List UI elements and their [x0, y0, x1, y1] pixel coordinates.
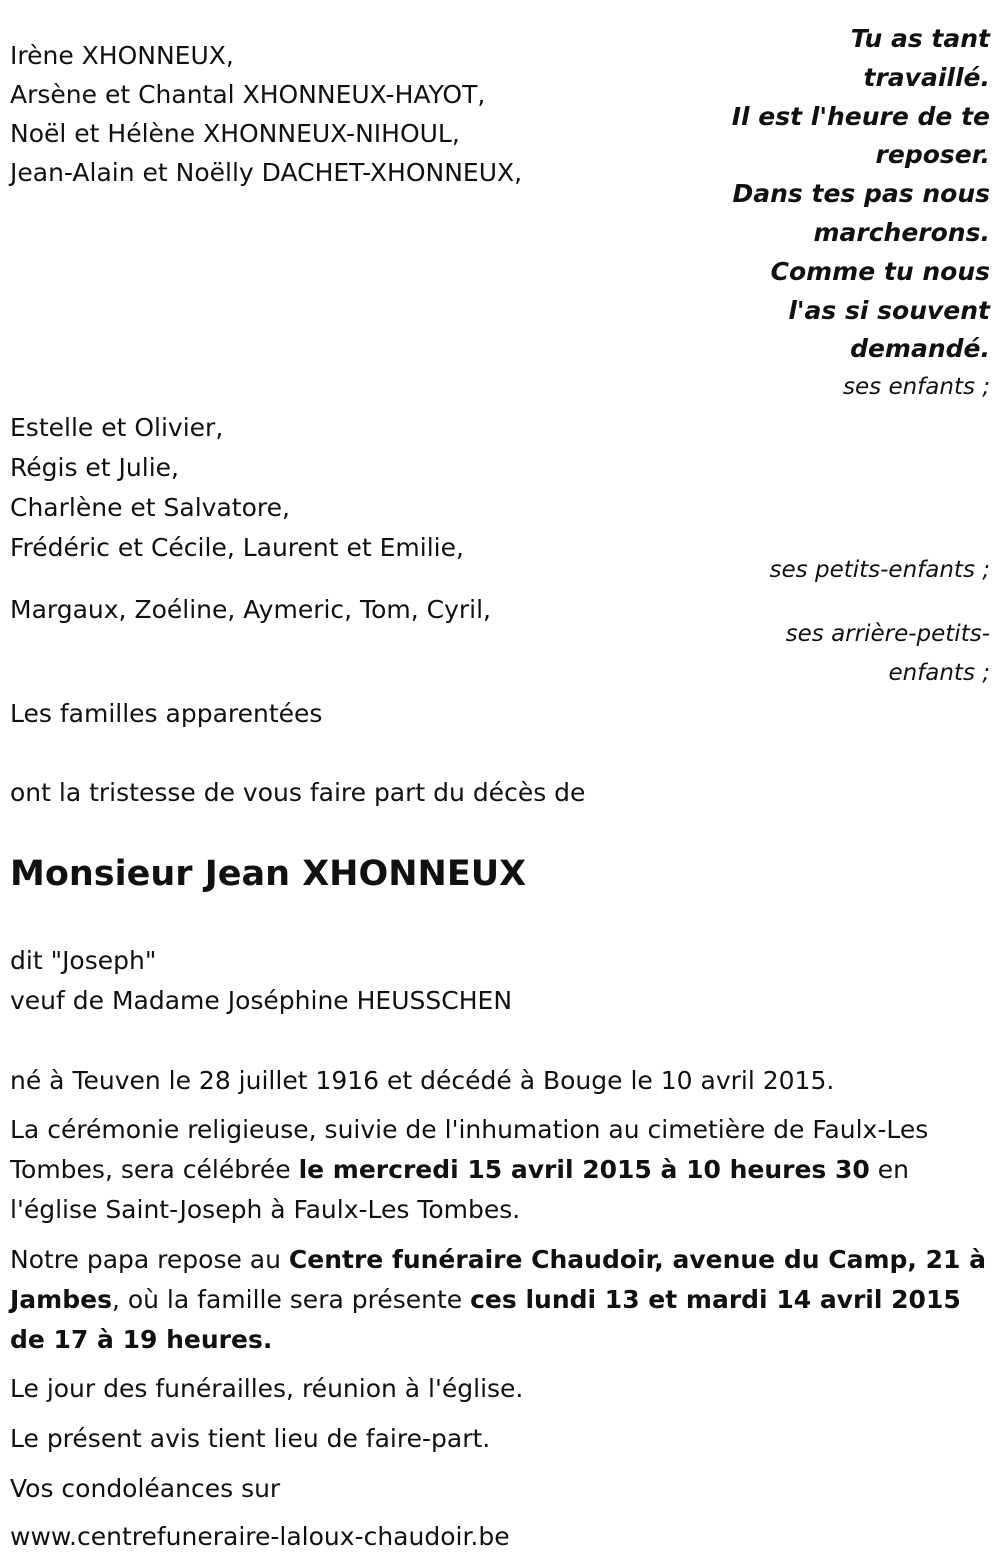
poem-line: travaillé.	[863, 62, 990, 92]
announcement-text: ont la tristesse de vous faire part du décès de	[10, 778, 586, 807]
poem-line: l'as si souvent	[788, 295, 990, 325]
ceremony-info	[10, 1110, 990, 1230]
poem-line: marcherons.	[813, 217, 990, 247]
role-grandchildren: ses petits-enfants ;	[769, 557, 990, 583]
child-name: Irène XHONNEUX,	[10, 41, 234, 70]
ceremony-text: en l'église Saint-Joseph à Faulx-Les Tombes.	[10, 1155, 909, 1224]
related-families: Les familles apparentées	[10, 699, 323, 728]
visitation-times: ces lundi 13 et mardi 14 avril 2015 de 17 à 19 heures.	[10, 1285, 961, 1354]
deceased-name: Monsieur Jean XHONNEUX	[10, 854, 527, 894]
grandchild-name: Régis et Julie,	[10, 453, 179, 482]
role-children: ses enfants ;	[843, 374, 990, 400]
poem	[732, 20, 990, 369]
child-name: Jean-Alain et Noëlly DACHET-XHONNEUX,	[10, 158, 523, 187]
nickname: dit "Joseph"	[10, 946, 157, 975]
grandchild-name: Frédéric et Cécile, Laurent et Emilie,	[10, 533, 464, 562]
grandchildren-list	[10, 408, 464, 568]
poem-line: demandé.	[850, 334, 990, 364]
website-link[interactable]: www.centrefuneraire-laloux-chaudoir.be	[10, 1522, 510, 1551]
rest-info	[10, 1240, 990, 1360]
grandchild-name: Estelle et Olivier,	[10, 413, 224, 442]
notice-text: Le présent avis tient lieu de faire-part.	[10, 1424, 491, 1453]
birth-death-info: né à Teuven le 28 juillet 1916 et décédé à Bouge le 10 avril 2015.	[10, 1066, 835, 1095]
role-great-grandchildren	[786, 615, 990, 693]
role-line: ses arrière-petits-	[785, 621, 990, 647]
child-name: Arsène et Chantal XHONNEUX-HAYOT,	[10, 80, 486, 109]
ceremony-date: le mercredi 15 avril 2015 à 10 heures 30	[298, 1155, 870, 1184]
widower-of: veuf de Madame Joséphine HEUSSCHEN	[10, 986, 513, 1015]
child-name: Noël et Hélène XHONNEUX-NIHOUL,	[10, 119, 460, 148]
funeral-home-address: Centre funéraire Chaudoir, avenue du Camp, 21 à Jambes	[10, 1245, 986, 1314]
poem-line: Comme tu nous	[770, 256, 990, 286]
ceremony-text: La cérémonie religieuse, suivie de l'inhumation au cimetière de Faulx-Les Tombes, sera célébrée	[10, 1115, 929, 1184]
poem-line: Tu as tant	[850, 24, 990, 53]
condolences-text: Vos condoléances sur	[10, 1474, 281, 1503]
children-list	[10, 36, 522, 192]
funeral-day-info: Le jour des funérailles, réunion à l'église.	[10, 1374, 524, 1403]
poem-line: reposer.	[875, 140, 990, 170]
deceased-details	[10, 941, 512, 1021]
grandchild-name: Charlène et Salvatore,	[10, 493, 290, 522]
poem-line: Dans tes pas nous	[732, 179, 990, 209]
poem-line: Il est l'heure de te	[731, 101, 990, 131]
rest-text: Notre papa repose au	[10, 1245, 289, 1274]
role-line: enfants ;	[888, 660, 990, 686]
great-grandchildren-list: Margaux, Zoéline, Aymeric, Tom, Cyril,	[10, 595, 491, 624]
rest-text: , où la famille sera présente	[111, 1285, 471, 1314]
